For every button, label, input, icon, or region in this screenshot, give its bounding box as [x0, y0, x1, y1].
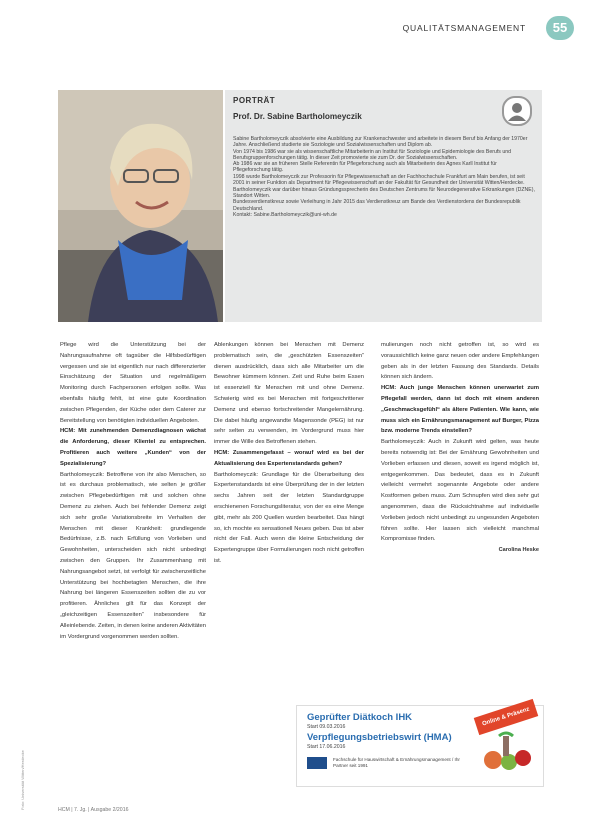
section-title: QUALITÄTSMANAGEMENT — [402, 23, 526, 33]
profile-paragraph: Sabine Bartholomeyczik absolvierte eine Ausbildung zur Krankenschwester und arbeitete in diesem Beruf bis Anfang der 1970er Jahre. Anschließend studierte sie Soziologie und Sozialwissenschaften und Diplom ab. — [233, 136, 528, 149]
profile-name: Prof. Dr. Sabine Bartholomeyczik — [233, 112, 362, 121]
ad-course-date-2: Start 17.06.2016 — [307, 744, 346, 750]
page-footer: HCM | 7. Jg. | Ausgabe 2/2016 — [58, 807, 129, 813]
body-text: Pflege wird die Unterstützung bei der Nahrungsaufnahme oft tagsüber die Hilfsbedürftigen vergessen und sie ist eigentlich nur nach differenzierter Einschätzung der Situation und regelmäßigem Monitoring durch Fachpersonen erfolgen sollte. Was ebenfalls häufig fehlt, ist eine gute Koordination zwischen Pflegenden, der Küche oder dem Caterer zur Bereitstellung von benötigten individuellen Angeboten. — [60, 342, 206, 424]
ad-course-title-2: Verpflegungsbetriebswirt (HMA) — [307, 732, 452, 743]
profile-paragraph: Von 1974 bis 1986 war sie als wissenschaftliche Mitarbeiterin an Institut für Soziologie und Epidemiologie des Berufs und Berufsgruppenforschungen tätig. In dieser Zeit promovierte sie zum Dr. der Sozialwissenschaften. — [233, 148, 511, 161]
ad-course-title-1: Geprüfter Diätkoch IHK — [307, 712, 413, 723]
article-column-1 — [60, 340, 206, 642]
vegetables-icon — [479, 730, 535, 774]
body-text: Ablenkungen können bei Menschen mit Demenz problematisch sein, die „geschützten Essenszeiten“ dienen ausdrücklich, dass sich alle Mitarbeiter um die Bewohner kümmern können. Zeit und Ruhe beim Essen ist essenziell für Menschen mit und ohne Demenz. Schwierig wird es bei Menschen mit fortgeschrittener Demenz und ebenso fortschreitender Mangelernährung. Die dabei häufig angewandte Magensonde (PEG) ist nur sehr selten zu verwenden, im Vordergrund muss hier immer die Wille des Betroffenen stehen. — [214, 342, 364, 446]
interview-question: HCM: Mit zunehmenden Demenzdiagnosen wächst die Anforderung, dieser Klientel zu entsprechen. Profitieren auch weitere „Kunden“ von der Spezialisierung? — [60, 428, 206, 467]
person-icon — [502, 96, 532, 126]
provider-logo-icon — [307, 757, 327, 769]
profile-box — [225, 90, 542, 322]
page-number-badge: 55 — [546, 16, 574, 40]
advertisement[interactable] — [296, 705, 544, 787]
profile-paragraph: Bartholomeyczik war darüber hinaus Gründungssprecherin des Deutschen Zentrums für Neurodegenerative Erkrankungen (DZNE), Standort Witten. — [233, 186, 535, 199]
body-text: mulierungen noch nicht getroffen ist, so wird es voraussichtlich keine ganz neuen oder andere Empfehlungen geben als in der letzten Fassung des Standards. Details können sich ändern. — [381, 342, 539, 381]
profile-text — [233, 136, 535, 219]
profile-paragraph: Ab 1986 war sie an früheren Stelle Referentin für Pflegeforschung auch als Mitarbeiterin des Agnes Karll Institut für Pflegeforschung tätig. — [233, 161, 497, 174]
body-text: Bartholomeyczik: Betroffene von ihr also Menschen, so ist es durchaus problematisch, wie selten je größer zwischen Pflegebedürftigen mit und solchen ohne Demenz zu ziehen. Auch bei fehlender Demenz zeigt sich sehr große Variationsbreite im Verhalten der Menschen mit dieser Krankheit: grundlegende Bedürfnisse, z.B. nach Erfüllung von Vorlieben und Gewohnheiten, unterscheiden sich nicht unbedingt zwischen den Gruppen. Ihr Zusammenhang mit Nahrungsangebot setzt, ist verfolgt für zwischenzeitliche Unterstützung bei hochbetagten Menschen, die ihre Nahrung bei längeren Essenszeiten sollten die zu vor profitieren. Ähnliches gilt für das Konzept der „gleichzeitigen Essenszeiten“ insbesondere für Alleinlebende. Zeiten, in denen keine anderen Aktivitäten im Vordergrund vorgenommen werden sollten. — [60, 471, 206, 640]
page-header — [0, 10, 592, 42]
body-text: Bartholomeyczik: Auch in Zukunft wird gelten, was heute bereits notwendig ist: Bei der Ernährung Gewohnheiten und Vorlieben erfassen und diesen, soweit es irgend möglich ist, entgegenkommen. Das bedeutet, dass es in Zukunft vielleicht vermehrt sogenannte Angebote oder andere Kostformen geben muss. Zum Schnupfen wird dies sehr gut angenommen, dass die Rücksichtnahme auf individuelle Vorlieben jedoch nicht unbedingt zu ungesunden Angeboten führen sollte. Hier lassen sich vielleicht manchmal Kompromisse finden. — [381, 439, 539, 543]
author-credit: Carolina Heske — [498, 547, 539, 554]
interview-question: HCM: Zusammengefasst – worauf wird es bei der Aktualisierung des Expertenstandards gehen? — [214, 449, 364, 467]
photo-credit-text: Foto: Universität Witten/Herdecke — [20, 750, 25, 810]
profile-label: PORTRÄT — [233, 96, 276, 105]
body-text: Bartholomeyczik: Grundlage für die Überarbeitung des Expertenstandards ist eine Überprüfung der in der letzten sechs Jahren seit der letzten Standardgruppe erschienenen Forschungsliteratur, von der es eine Menge gibt, mehr als 200 Quellen wurden bearbeitet. Das hängt so, ich mochte es sensationell Neues geben. Das ist aber nicht der Fall. Auch wenn die kleine Entscheidung der Expertengruppe über Formulierungen noch nicht getroffen ist. — [214, 471, 364, 564]
portrait-photo — [58, 90, 223, 322]
ad-course-date-1: Start 09.03.2016 — [307, 724, 346, 730]
profile-paragraph: 1998 wurde Bartholomeyczik zur Professorin für Pflegewissenschaft an der Fachhochschule Frankfurt am Main berufen, ist seit 2001 in seiner Funktion als Department für Pflegewissenschaft an der Fakultät für Gesundheit der Universität Witten/Herdecke. — [233, 174, 525, 187]
ad-badge: Online & Präsenz — [474, 699, 539, 735]
portrait-photo-illustration — [58, 90, 223, 322]
article-column-2 — [214, 340, 364, 567]
profile-paragraph: Bundesverdienstkreuz sowie Verleihung in Jahr 2015 das Verdienstkreuz am Bande des Verdienstordens der Bundesrepublik Deutschland. — [233, 199, 521, 212]
profile-contact: Kontakt: Sabine.Bartholomeyczik@uni-wh.de — [233, 212, 337, 219]
interview-question: HCM: Auch junge Menschen können unerwartet zum Pflegefall werden, dann ist doch mit einem anderen „Geschmacksgefühl“ als ältere Patienten. Wie kann, wie muss sich ein Ernährungsmanagement auf Burger, Pizza bzw. moderne Trends einstellen? — [381, 385, 539, 435]
article-column-3 — [381, 340, 539, 556]
ad-provider-text: Fachschule für Hauswirtschaft & Ernährungsmanagement / Ihr Partner seit 1991 — [333, 757, 460, 768]
photo-credit — [20, 700, 28, 810]
